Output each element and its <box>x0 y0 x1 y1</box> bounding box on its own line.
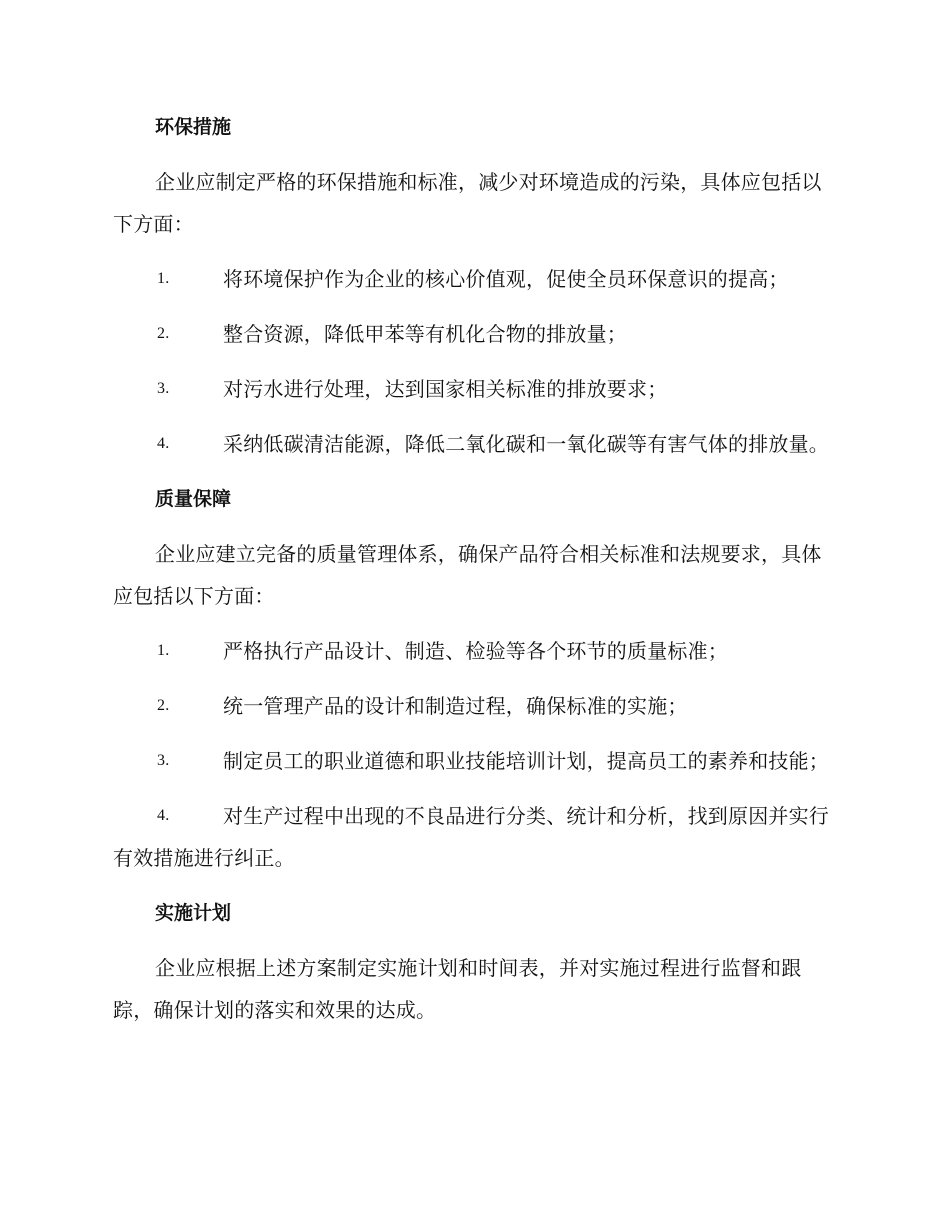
list-text: 对污水进行处理，达到国家相关标准的排放要求； <box>223 377 668 401</box>
section-quality <box>113 478 837 879</box>
list-text: 对生产过程中出现的不良品进行分类、统计和分析，找到原因并实行有效措施进行纠正。 <box>113 804 829 870</box>
list-number: 3. <box>157 752 170 769</box>
section-implementation <box>113 892 837 1031</box>
list-number: 1. <box>157 270 170 287</box>
list-text: 制定员工的职业道德和职业技能培训计划，提高员工的素养和技能； <box>223 749 829 773</box>
list-number: 4. <box>157 807 170 824</box>
list-text: 整合资源，降低甲苯等有机化合物的排放量； <box>223 322 627 346</box>
list-item <box>113 423 837 465</box>
section-heading: 质量保障 <box>155 488 232 510</box>
list-text: 严格执行产品设计、制造、检验等各个环节的质量标准； <box>223 639 728 663</box>
list-text: 将环境保护作为企业的核心价值观，促使全员环保意识的提高； <box>223 267 789 291</box>
list-number: 2. <box>157 697 170 714</box>
list-item <box>113 258 837 300</box>
list-item <box>113 368 837 410</box>
list-text: 采纳低碳清洁能源，降低二氧化碳和一氧化碳等有害气体的排放量。 <box>223 432 829 456</box>
document-body <box>113 106 837 1044</box>
list-item <box>113 630 837 672</box>
list-text: 统一管理产品的设计和制造过程，确保标准的实施； <box>223 694 688 718</box>
list-number: 4. <box>157 435 170 452</box>
list-number: 3. <box>157 380 170 397</box>
list-number: 2. <box>157 325 170 342</box>
section-heading: 实施计划 <box>155 902 232 924</box>
section-intro: 企业应建立完备的质量管理体系，确保产品符合相关标准和法规要求，具体应包括以下方面： <box>113 542 822 608</box>
list-item <box>113 685 837 727</box>
list-number: 1. <box>157 642 170 659</box>
section-environmental <box>113 106 837 465</box>
list-item <box>113 740 837 782</box>
list-item <box>113 795 837 879</box>
section-intro: 企业应根据上述方案制定实施计划和时间表，并对实施过程进行监督和跟踪，确保计划的落实和效果的达成。 <box>113 956 802 1022</box>
list-item <box>113 313 837 355</box>
section-heading: 环保措施 <box>155 116 232 138</box>
section-intro: 企业应制定严格的环保措施和标准，减少对环境造成的污染，具体应包括以下方面： <box>113 170 822 236</box>
